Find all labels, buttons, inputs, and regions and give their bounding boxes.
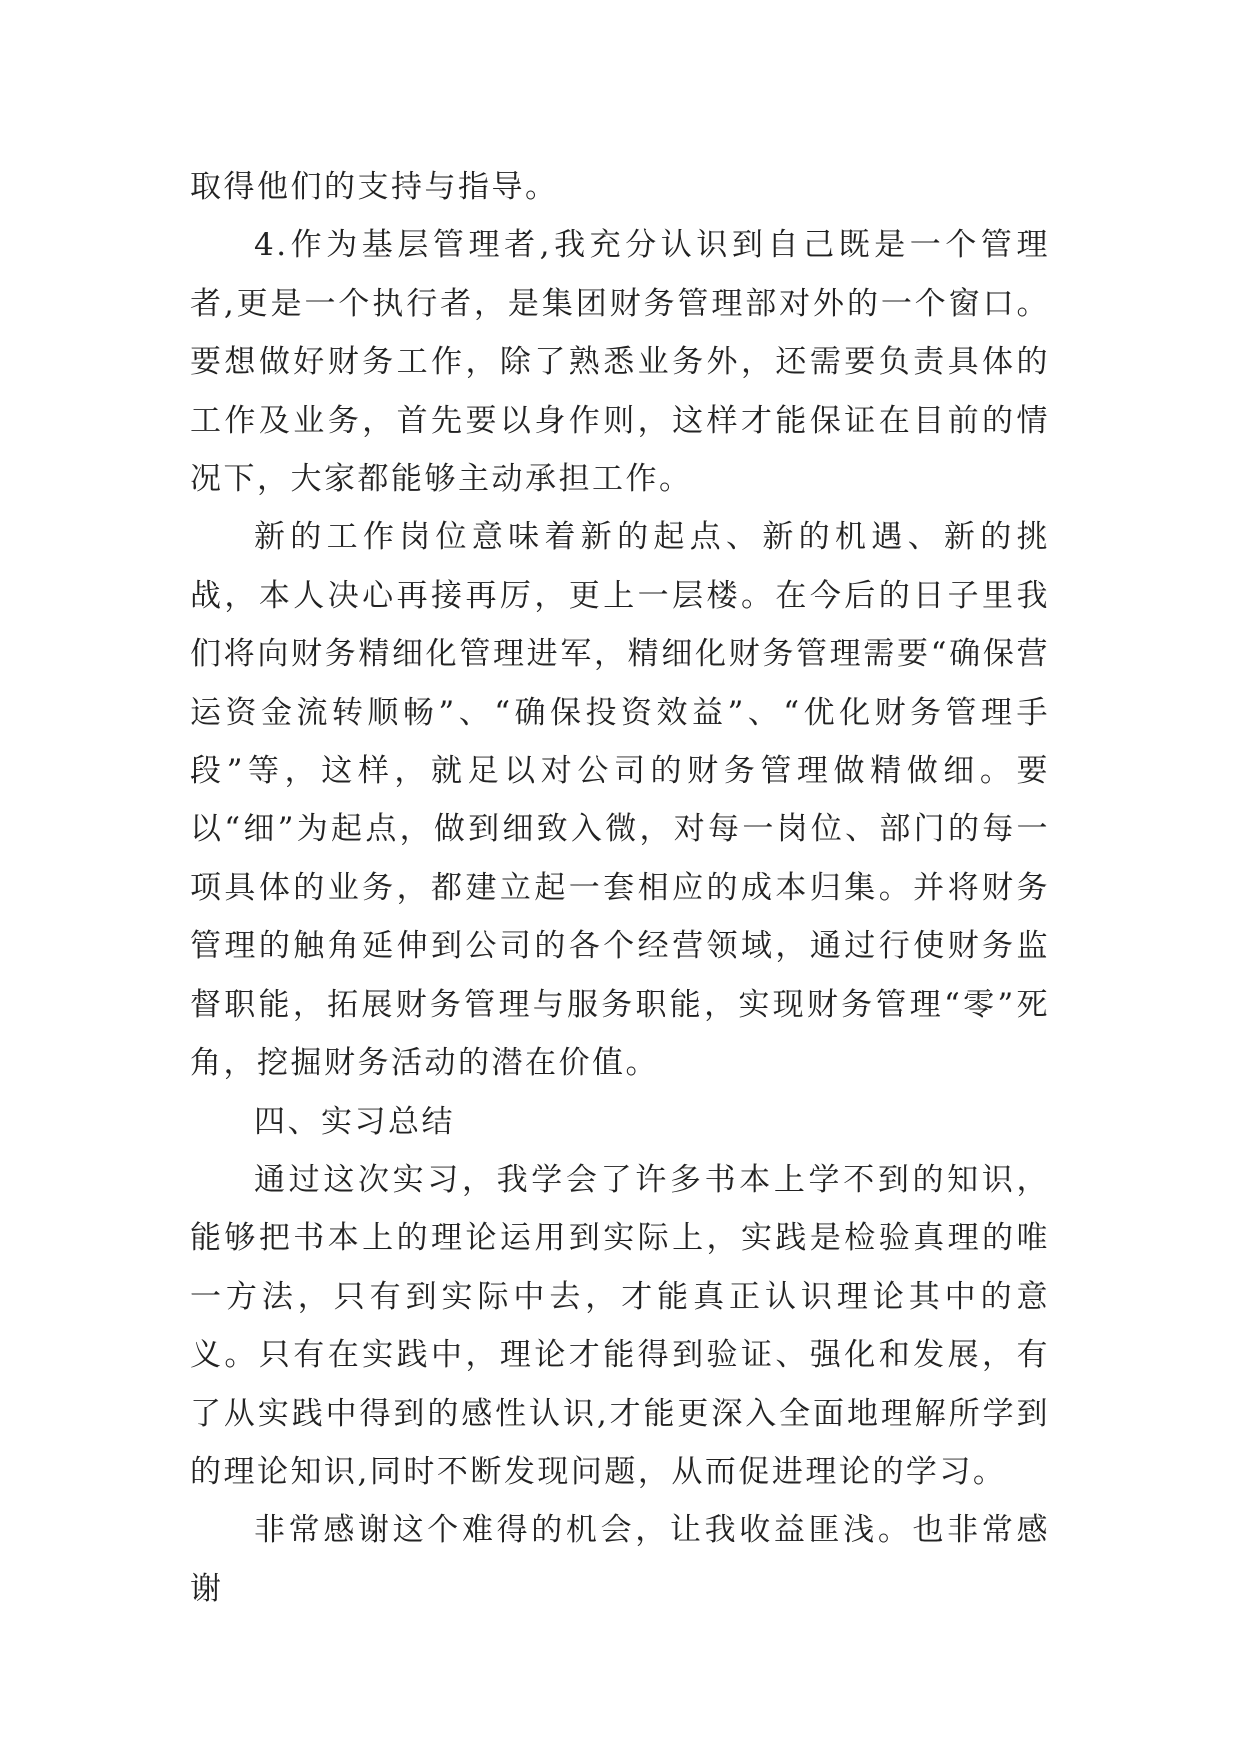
paragraph-continuation: 取得他们的支持与指导。	[190, 169, 559, 205]
section-heading-internship-summary: 四、实习总结	[254, 1103, 455, 1140]
paragraph-internship-learning: 通过这次实习，我学会了许多书本上学不到的知识，能够把书本上的理论运用到实际上，实践是检验真理的唯一方法，只有到实际中去，才能真正认识理论其中的意义。只有在实践中，理论才能得到验证、强化和发展，有了从实践中得到的感性认识,才能更深入全面地理解所学到的理论知识,同时不断发现问题，从而促进理论的学习。	[190, 1161, 1050, 1490]
document-body	[190, 158, 1050, 1618]
paragraph-manager-role: 4.作为基层管理者,我充分认识到自己既是一个管理者,更是一个执行者，是集团财务管理部对外的一个窗口。要想做好财务工作，除了熟悉业务外，还需要负责具体的工作及业务，首先要以身作则，这样才能保证在目前的情况下，大家都能够主动承担工作。	[190, 227, 1050, 498]
paragraph-new-position: 新的工作岗位意味着新的起点、新的机遇、新的挑战，本人决心再接再厉，更上一层楼。在今后的日子里我们将向财务精细化管理进军，精细化财务管理需要“确保营运资金流转顺畅”、“确保投资效益”、“优化财务管理手段”等，这样，就足以对公司的财务管理做精做细。要以“细”为起点，做到细致入微，对每一岗位、部门的每一项具体的业务，都建立起一套相应的成本归集。并将财务管理的触角延伸到公司的各个经营领域，通过行使财务监督职能，拓展财务管理与服务职能，实现财务管理“零”死角，挖掘财务活动的潜在价值。	[190, 519, 1050, 1082]
paragraph-thanks: 非常感谢这个难得的机会，让我收益匪浅。也非常感谢	[190, 1512, 1050, 1607]
